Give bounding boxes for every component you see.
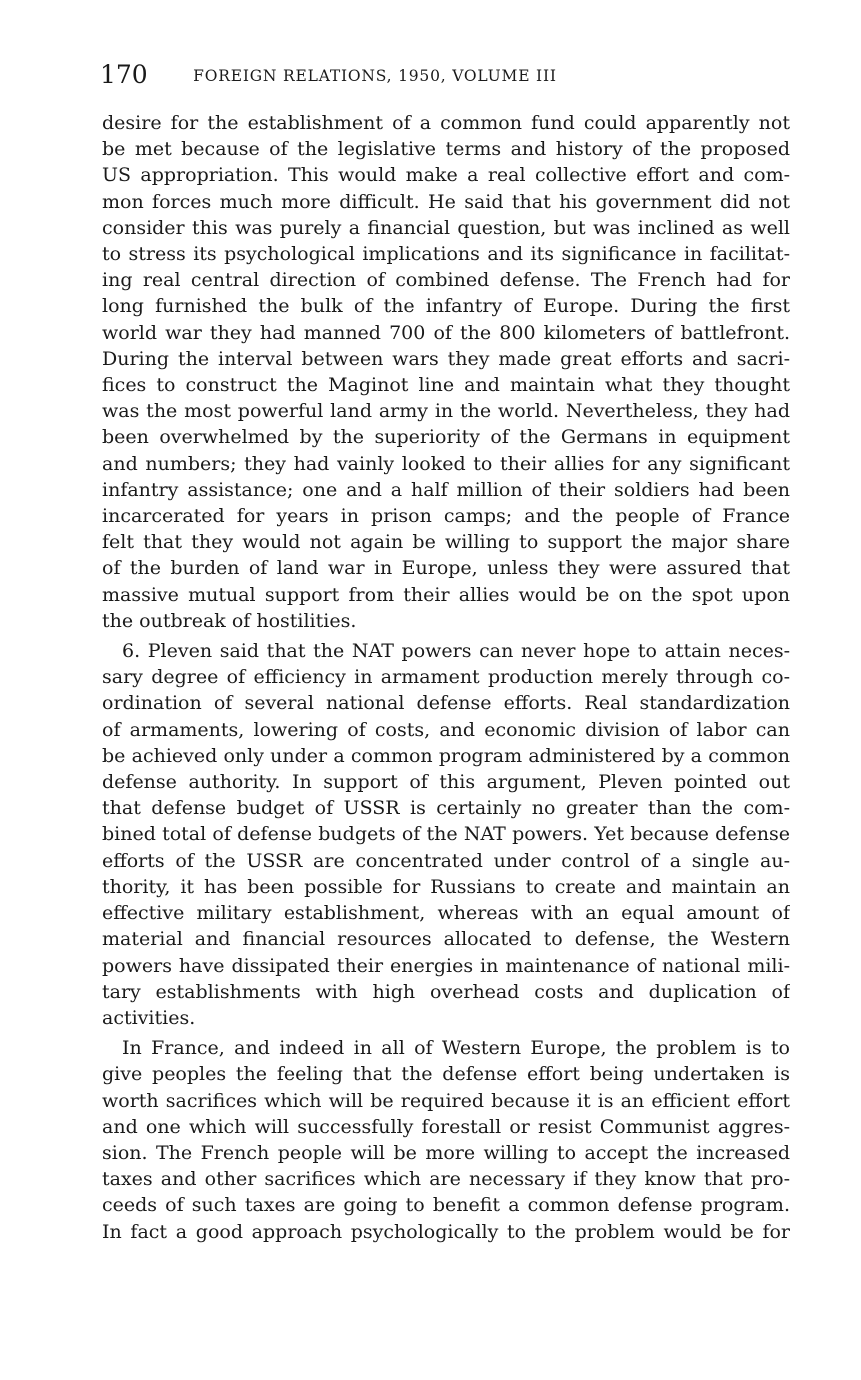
text-line: world war they had manned 700 of the 800 kilometers of battlefront. xyxy=(102,321,790,344)
text-line: defense authority. In support of this argument, Pleven pointed out xyxy=(102,771,790,794)
text-line: effective military establishment, whereas with an equal amount of xyxy=(102,902,790,925)
text-line: mon forces much more difficult. He said that his government did not xyxy=(102,190,790,213)
text-line: sion. The French people will be more willing to accept the increased xyxy=(102,1141,790,1164)
text-line: felt that they would not again be willing to support the major share xyxy=(102,531,790,554)
paragraph xyxy=(102,1035,790,1245)
text-line: be met because of the legislative terms and history of the proposed xyxy=(102,138,790,161)
text-line: ceeds of such taxes are going to benefit a common defense program. xyxy=(102,1194,790,1217)
text-line: was the most powerful land army in the world. Nevertheless, they had xyxy=(102,400,790,423)
text-line: ing real central direction of combined defense. The French had for xyxy=(102,269,790,292)
text-line: desire for the establishment of a common fund could apparently not xyxy=(102,112,790,134)
text-line: In fact a good approach psychologically to the problem would be for xyxy=(102,1220,790,1243)
text-line: ordination of several national defense efforts. Real standardization xyxy=(102,692,790,715)
running-title: FOREIGN RELATIONS, 1950, VOLUME III xyxy=(193,67,557,85)
text-line: long furnished the bulk of the infantry of Europe. During the first xyxy=(102,295,790,318)
text-line: give peoples the feeling that the defense effort being undertaken is xyxy=(102,1063,790,1086)
text-line: infantry assistance; one and a half million of their soldiers had been xyxy=(102,478,790,501)
text-line: been overwhelmed by the superiority of the Germans in equipment xyxy=(102,426,790,449)
text-line: During the interval between wars they made great efforts and sacri- xyxy=(102,347,790,370)
running-head xyxy=(100,60,790,96)
text-line: consider this was purely a financial question, but was inclined as well xyxy=(102,216,790,239)
text-line: to stress its psychological implications and its significance in facilitat- xyxy=(102,243,790,266)
text-line: activities. xyxy=(102,1006,196,1029)
text-line: material and financial resources allocated to defense, the Western xyxy=(102,928,790,951)
text-line: that defense budget of USSR is certainly no greater than the com- xyxy=(102,797,790,820)
text-line: sary degree of efficiency in armament production merely through co- xyxy=(102,666,790,689)
text-line: tary establishments with high overhead costs and duplication of xyxy=(102,980,790,1003)
paragraph xyxy=(102,638,790,1031)
text-line: the outbreak of hostilities. xyxy=(102,609,357,632)
text-line: thority, it has been possible for Russians to create and maintain an xyxy=(102,875,790,898)
text-line: taxes and other sacrifices which are necessary if they know that pro- xyxy=(102,1168,790,1191)
text-line: US appropriation. This would make a real collective effort and com- xyxy=(102,164,790,187)
text-line: fices to construct the Maginot line and maintain what they thought xyxy=(102,374,790,397)
text-line: efforts of the USSR are concentrated under control of a single au- xyxy=(102,849,790,872)
text-line: 6. Pleven said that the NAT powers can never hope to attain neces- xyxy=(122,640,790,663)
text-line: be achieved only under a common program administered by a common xyxy=(102,744,790,767)
text-line: bined total of defense budgets of the NAT powers. Yet because defense xyxy=(102,823,790,846)
text-line: massive mutual support from their allies would be on the spot upon xyxy=(102,583,790,606)
text-line: In France, and indeed in all of Western Europe, the problem is to xyxy=(122,1037,790,1060)
text-line: powers have dissipated their energies in maintenance of national mili- xyxy=(102,954,790,977)
body-text xyxy=(102,110,790,1245)
text-line: and one which will successfully forestall or resist Communist aggres- xyxy=(102,1115,790,1138)
text-line: worth sacrifices which will be required because it is an efficient effort xyxy=(102,1089,790,1112)
text-line: of armaments, lowering of costs, and economic division of labor can xyxy=(102,718,790,741)
text-line: of the burden of land war in Europe, unless they were assured that xyxy=(102,557,790,580)
page-number: 170 xyxy=(100,60,148,89)
text-line: and numbers; they had vainly looked to their allies for any significant xyxy=(102,452,790,475)
text-line: incarcerated for years in prison camps; and the people of France xyxy=(102,505,790,528)
paragraph xyxy=(102,110,790,634)
